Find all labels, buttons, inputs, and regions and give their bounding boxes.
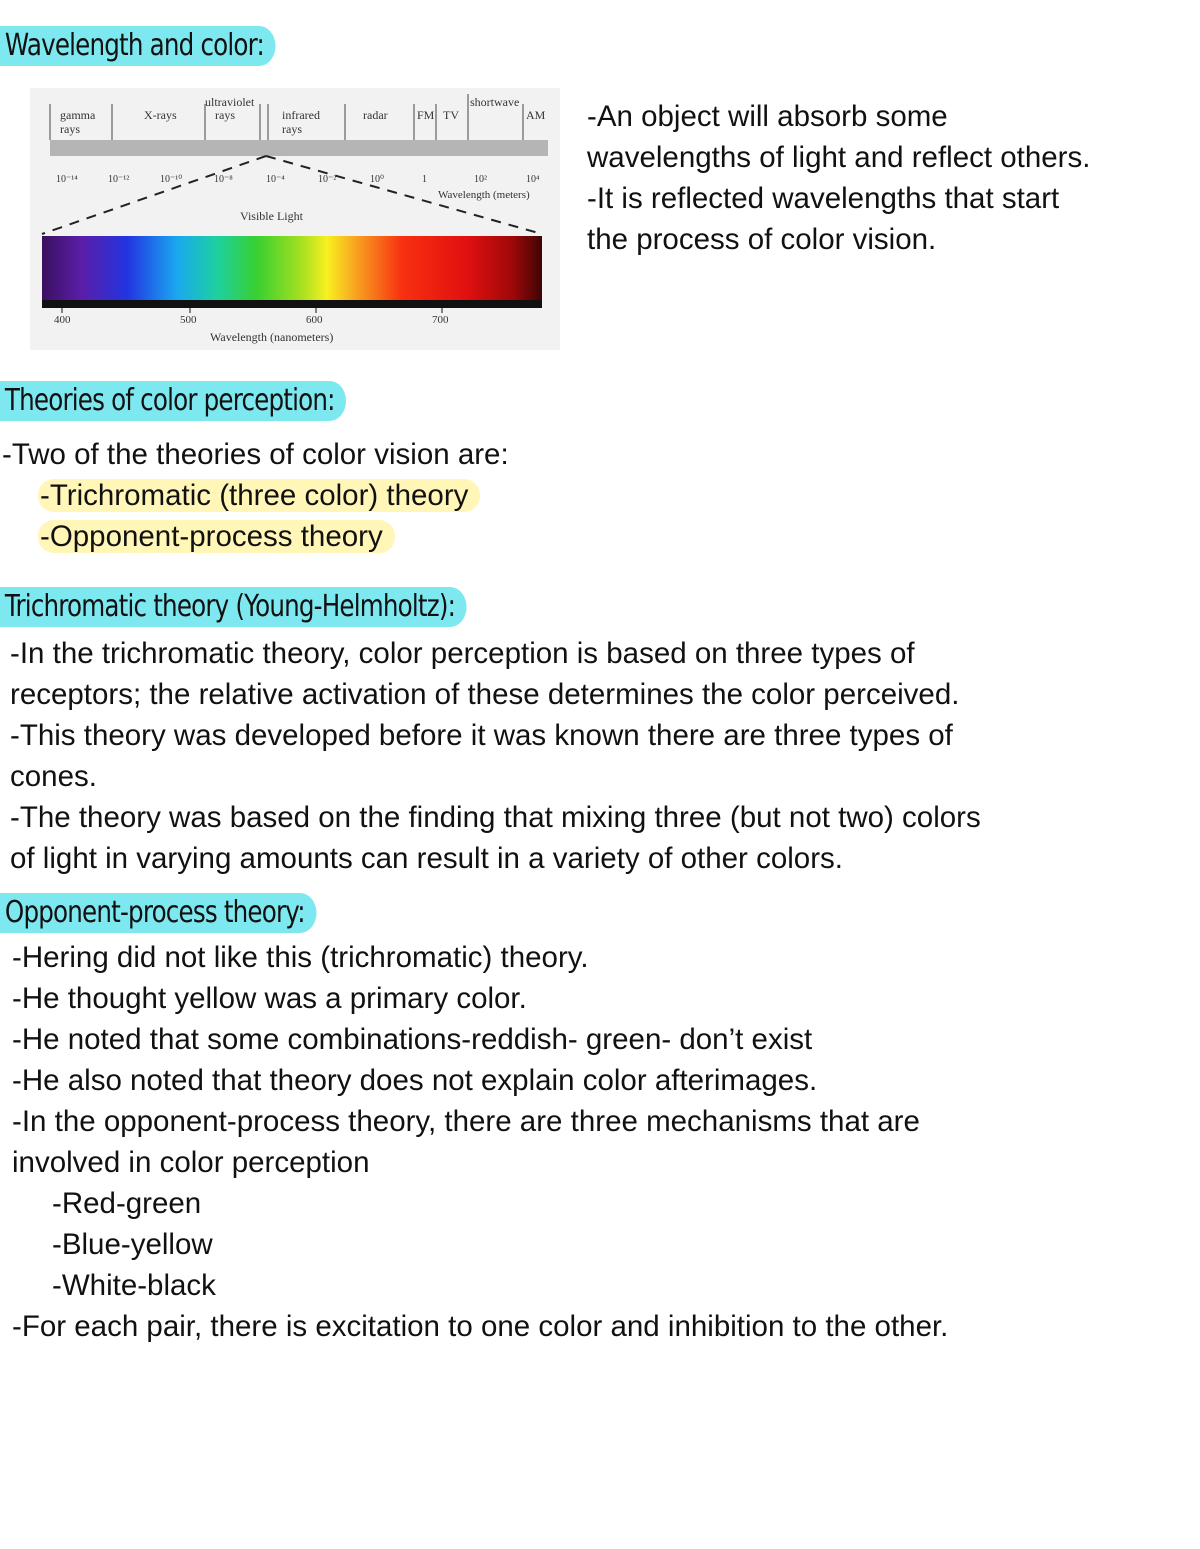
heading-theories: Theories of color perception: — [0, 381, 346, 421]
trichromatic-text-line: cones. — [10, 760, 97, 793]
em-tick: 10⁻² — [318, 174, 337, 185]
theory-item — [40, 516, 395, 557]
band-label: ultraviolet — [205, 95, 255, 109]
wavelength-text-line: wavelengths of light and reflect others. — [587, 141, 1091, 174]
band-label: FM — [417, 108, 435, 122]
mechanism-item: -Blue-yellow — [52, 1228, 213, 1261]
em-tick: 10⁻¹² — [108, 174, 130, 185]
nm-tick: 600 — [306, 314, 323, 326]
em-tick: 10⁻¹⁴ — [56, 174, 78, 185]
band-label: rays — [60, 122, 80, 136]
nm-tick: 500 — [180, 314, 197, 326]
visible-spectrum-bar — [42, 236, 542, 300]
opponent-text-line: -He also noted that theory does not explain color afterimages. — [12, 1064, 818, 1097]
em-tick: 10⁴ — [526, 174, 540, 185]
band-label: X-rays — [144, 108, 177, 122]
em-tick: 10⁻⁴ — [266, 174, 285, 185]
trichromatic-text-line: -In the trichromatic theory, color perception is based on three types of — [10, 637, 915, 670]
nm-axis-label: Wavelength (nanometers) — [210, 330, 334, 344]
band-label: infrared — [282, 108, 320, 122]
trichromatic-text-line: -The theory was based on the finding that mixing three (but not two) colors — [10, 801, 981, 834]
em-tick: 10⁰ — [370, 174, 385, 185]
em-tick: 10⁻⁸ — [214, 174, 233, 185]
heading-trichromatic: Trichromatic theory (Young-Helmholtz): — [0, 587, 467, 627]
trichromatic-text-line: of light in varying amounts can result in a variety of other colors. — [10, 842, 843, 875]
opponent-text-line: -In the opponent-process theory, there are three mechanisms that are — [12, 1105, 920, 1138]
mechanism-item: -Red-green — [52, 1187, 202, 1220]
trichromatic-text-line: receptors; the relative activation of these determines the color perceived. — [10, 678, 960, 711]
band-label: rays — [282, 122, 302, 136]
heading-wavelength-color: Wavelength and color: — [0, 26, 275, 66]
band-label: AM — [526, 108, 546, 122]
wavelength-text-line: -It is reflected wavelengths that start — [587, 182, 1060, 215]
opponent-text-line: -Hering did not like this (trichromatic) theory. — [12, 941, 589, 974]
theories-intro: -Two of the theories of color vision are: — [2, 438, 509, 471]
opponent-text-line: -He noted that some combinations-reddish- green- don’t exist — [12, 1023, 813, 1056]
band-label: rays — [215, 108, 235, 122]
opponent-text-line: -He thought yellow was a primary color. — [12, 982, 527, 1015]
band-label: radar — [363, 108, 388, 122]
wavelength-text-line: -An object will absorb some — [587, 100, 948, 133]
band-label: gamma — [60, 108, 96, 122]
nm-tick: 700 — [432, 314, 449, 326]
band-label: shortwave — [470, 95, 520, 109]
heading-opponent-process: Opponent-process theory: — [0, 893, 316, 933]
em-band-bar — [50, 140, 548, 156]
em-tick: 10² — [474, 174, 487, 185]
nm-tick: 400 — [54, 314, 71, 326]
visible-light-label: Visible Light — [240, 209, 303, 223]
opponent-text-line: involved in color perception — [12, 1146, 370, 1179]
em-axis-label: Wavelength (meters) — [438, 189, 530, 201]
wavelength-text-line: the process of color vision. — [587, 223, 937, 256]
em-tick: 1 — [422, 174, 427, 185]
theory-item-label: -Trichromatic (three color) theory — [38, 479, 480, 512]
theory-item-label: -Opponent-process theory — [38, 520, 395, 553]
electromagnetic-spectrum-figure — [30, 88, 560, 350]
band-label: TV — [443, 108, 459, 122]
opponent-closing-line: -For each pair, there is excitation to one color and inhibition to the other. — [12, 1310, 949, 1343]
em-tick: 10⁻¹⁰ — [160, 174, 183, 185]
mechanism-item: -White-black — [52, 1269, 216, 1302]
trichromatic-text-line: -This theory was developed before it was known there are three types of — [10, 719, 953, 752]
theory-item — [40, 475, 480, 516]
